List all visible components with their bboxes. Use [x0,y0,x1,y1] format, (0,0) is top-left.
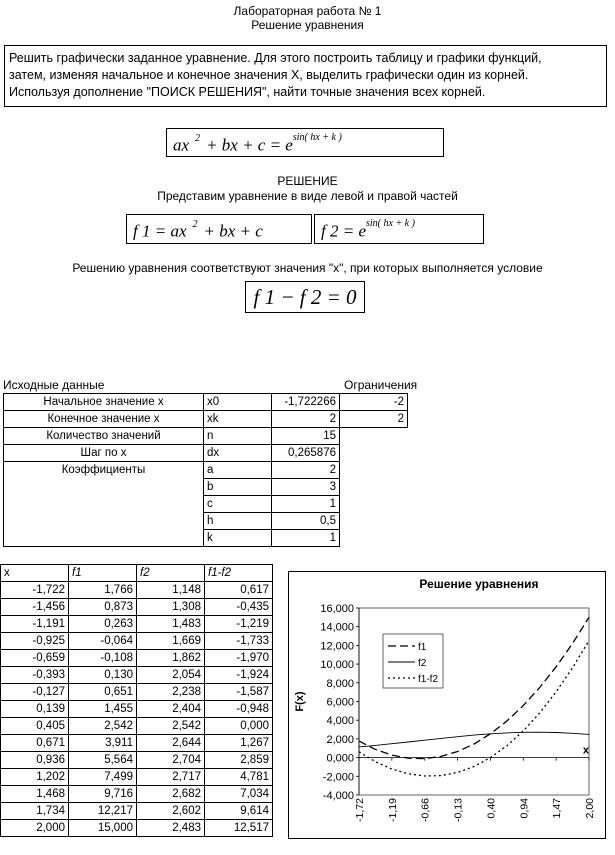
results-cell[interactable]: -0,659 [1,650,69,667]
input-name: Коэффициенты [4,462,204,479]
results-cell[interactable]: 0,263 [69,616,137,633]
results-cell[interactable]: -1,456 [1,599,69,616]
results-cell[interactable]: -0,948 [205,701,273,718]
results-cell[interactable]: 9,716 [69,786,137,803]
results-header-1: f1 [69,565,137,582]
results-cell[interactable]: 3,911 [69,735,137,752]
input-value-cell[interactable]: 1 [272,530,340,547]
input-name: Конечное значение х [4,411,204,428]
input-var: xk [204,411,272,428]
inputs-label: Исходные данные [3,378,105,392]
f1-rhs: + bx + c [203,221,263,241]
results-cell[interactable]: -1,722 [1,582,69,599]
results-cell[interactable]: 12,517 [205,820,273,837]
x-tick-label: -1,72 [354,798,366,822]
inputs-row [4,530,408,547]
results-cell[interactable]: -1,587 [205,684,273,701]
results-cell[interactable]: 0,405 [1,718,69,735]
y-tick-label: 4,000 [326,715,354,728]
inputs-table [3,393,408,547]
results-cell[interactable]: -1,970 [205,650,273,667]
task-line: затем, изменяя начальное и конечное значения Х, выделить графически один из корней. [9,68,529,82]
input-name: Количество значений [4,428,204,445]
results-cell[interactable]: -0,435 [205,599,273,616]
x-tick-label: 0,40 [485,798,498,819]
results-cell[interactable]: 0,671 [1,735,69,752]
y-tick-label: 14,000 [320,621,354,634]
f1-lhs: f 1 = ax [133,221,187,241]
input-name [4,513,204,530]
results-cell[interactable]: 1,734 [1,803,69,820]
task-line: Решить графически заданное уравнение. Для этого построить таблицу и графики функций, [9,51,542,65]
results-table [0,564,273,837]
table-row [1,616,273,633]
y-tick-label: 16,000 [320,603,354,615]
input-limit-cell [340,462,408,479]
results-cell[interactable]: 1,862 [137,650,205,667]
input-limit-cell [340,530,408,547]
equation-box [166,128,444,157]
results-cell[interactable]: -1,219 [205,616,273,633]
results-cell[interactable]: 5,564 [69,752,137,769]
table-row [1,752,273,769]
task-line: Используя дополнение "ПОИСК РЕШЕНИЯ", найти точные значения всех корней. [9,85,486,99]
task-description [4,45,607,107]
x-tick-label: 0,94 [518,798,531,819]
chart-title: Решение уравнения [419,577,539,591]
input-limit-cell [340,496,408,513]
table-row [1,599,273,616]
results-cell[interactable]: 0,139 [1,701,69,718]
inputs-row [4,513,408,530]
solution-subheading: Представим уравнение в виде левой и правой частей [157,189,458,203]
results-cell[interactable]: 1,267 [205,735,273,752]
results-cell[interactable]: 0,130 [69,667,137,684]
table-row [1,786,273,803]
results-cell[interactable]: 4,781 [205,769,273,786]
results-cell[interactable]: 1,483 [137,616,205,633]
condition-text: Решению уравнения соответствуют значения "х", при которых выполняется условие [72,261,543,275]
results-cell[interactable]: 9,614 [205,803,273,820]
legend-label: f1-f2 [418,674,439,685]
f1-exp: 2 [192,219,198,230]
results-cell[interactable]: -0,064 [69,633,137,650]
results-header-2: f2 [137,565,205,582]
results-cell[interactable]: -0,925 [1,633,69,650]
table-row [1,650,273,667]
table-row [1,701,273,718]
y-tick-label: 0,000 [326,752,354,765]
input-var: a [204,462,272,479]
x-tick-label: 1,47 [551,798,564,819]
inputs-row [4,479,408,496]
results-cell[interactable]: -1,191 [1,616,69,633]
x-tick-label: -0,66 [419,798,432,822]
inputs-row [4,445,408,462]
results-cell[interactable]: 2,054 [137,667,205,684]
input-limit-cell [340,445,408,462]
table-row [1,633,273,650]
results-cell[interactable]: 0,000 [205,718,273,735]
results-header-0: x [1,565,69,582]
y-tick-label: 10,000 [320,659,354,672]
condition-formula: f 1 − f 2 = 0 [253,285,357,309]
x-axis-label: x [582,744,589,757]
results-cell[interactable]: 1,766 [69,582,137,599]
chart-svg [289,572,605,838]
table-row [1,735,273,752]
results-cell[interactable]: 2,644 [137,735,205,752]
f2-box [314,214,484,244]
eq-mid: + bx + c = e [206,135,293,155]
y-tick-label: 8,000 [326,677,354,690]
input-limit-cell [340,428,408,445]
input-var: x0 [204,394,272,411]
results-cell[interactable]: 1,308 [137,599,205,616]
results-cell[interactable]: -0,393 [1,667,69,684]
results-cell[interactable]: -0,127 [1,684,69,701]
input-var: c [204,496,272,513]
inputs-row [4,411,408,428]
results-cell[interactable]: 1,148 [137,582,205,599]
results-header-3: f1-f2 [205,565,273,582]
results-cell[interactable]: -0,108 [69,650,137,667]
input-value-cell[interactable]: 3 [272,479,340,496]
page-title [0,4,615,32]
lab-title: Лабораторная работа № 1 [233,4,382,18]
input-value-cell[interactable]: 2 [272,462,340,479]
input-name: Начальное значение х [4,394,204,411]
x-tick-label: 2,00 [584,798,596,819]
input-value-cell[interactable]: -1,722266 [272,394,340,411]
table-row [1,684,273,701]
legend-label: f1 [418,642,427,653]
results-cell[interactable]: 2,542 [69,718,137,735]
table-row [1,803,273,820]
table-row [1,769,273,786]
input-limit-cell[interactable]: 2 [340,411,408,428]
results-cell[interactable]: 2,704 [137,752,205,769]
input-name [4,530,204,547]
f2-lhs: f 2 = e [321,221,366,241]
input-name [4,479,204,496]
table-row [1,718,273,735]
results-cell[interactable]: -1,733 [205,633,273,650]
f2-exp: sin( hx + k ) [366,218,415,229]
results-cell[interactable]: 0,617 [205,582,273,599]
results-cell[interactable]: 0,651 [69,684,137,701]
results-cell[interactable]: 0,936 [1,752,69,769]
y-tick-label: -4,000 [322,790,354,802]
results-cell[interactable]: 1,455 [69,701,137,718]
input-var: k [204,530,272,547]
x-tick-label: -1,19 [386,798,399,822]
inputs-row [4,428,408,445]
input-name: Шаг по х [4,445,204,462]
legend-label: f2 [418,658,427,669]
eq-lhs: ax [173,135,190,155]
y-axis-label: F(x) [294,691,306,712]
input-value-cell[interactable]: 2 [272,411,340,428]
input-var: h [204,513,272,530]
x-tick-label: -0,13 [452,798,465,822]
input-var: dx [204,445,272,462]
results-cell[interactable]: 2,682 [137,786,205,803]
y-tick-label: 2,000 [326,733,354,746]
results-cell[interactable]: 2,483 [137,820,205,837]
results-cell[interactable]: 7,499 [69,769,137,786]
table-row [1,582,273,599]
condition-box [245,281,365,313]
limits-label: Ограничения [344,378,418,392]
input-var: b [204,479,272,496]
results-cell[interactable]: 2,404 [137,701,205,718]
input-limit-cell [340,479,408,496]
input-value-cell[interactable]: 1 [272,496,340,513]
inputs-row [4,394,408,411]
table-row [1,820,273,837]
results-cell[interactable]: 2,238 [137,684,205,701]
input-value-cell[interactable]: 15 [272,428,340,445]
input-value-cell[interactable]: 0,265876 [272,445,340,462]
results-cell[interactable]: 0,873 [69,599,137,616]
input-limit-cell [340,513,408,530]
input-limit-cell[interactable]: -2 [340,394,408,411]
y-tick-label: 12,000 [320,640,354,653]
results-cell[interactable]: 15,000 [69,820,137,837]
table-row [1,667,273,684]
results-cell[interactable]: 2,859 [205,752,273,769]
results-cell[interactable]: 1,202 [1,769,69,786]
solution-heading: РЕШЕНИЕ [277,174,338,188]
input-value-cell[interactable]: 0,5 [272,513,340,530]
eq-exp2: 2 [195,133,201,144]
lab-subtitle: Решение уравнения [251,18,364,32]
results-cell[interactable]: 1,468 [1,786,69,803]
chart-frame [288,571,606,839]
results-cell[interactable]: 2,542 [137,718,205,735]
y-tick-label: 6,000 [326,696,354,709]
y-tick-label: -2,000 [322,771,354,784]
results-cell[interactable]: 2,602 [137,803,205,820]
results-cell[interactable]: 2,717 [137,769,205,786]
input-var: n [204,428,272,445]
results-cell[interactable]: 7,034 [205,786,273,803]
inputs-row [4,462,408,479]
results-cell[interactable]: -1,924 [205,667,273,684]
results-cell[interactable]: 12,217 [69,803,137,820]
inputs-row [4,496,408,513]
results-cell[interactable]: 1,669 [137,633,205,650]
eq-exp: sin( hx + k ) [292,132,342,143]
f1-box [126,214,312,244]
input-name [4,496,204,513]
results-cell[interactable]: 2,000 [1,820,69,837]
